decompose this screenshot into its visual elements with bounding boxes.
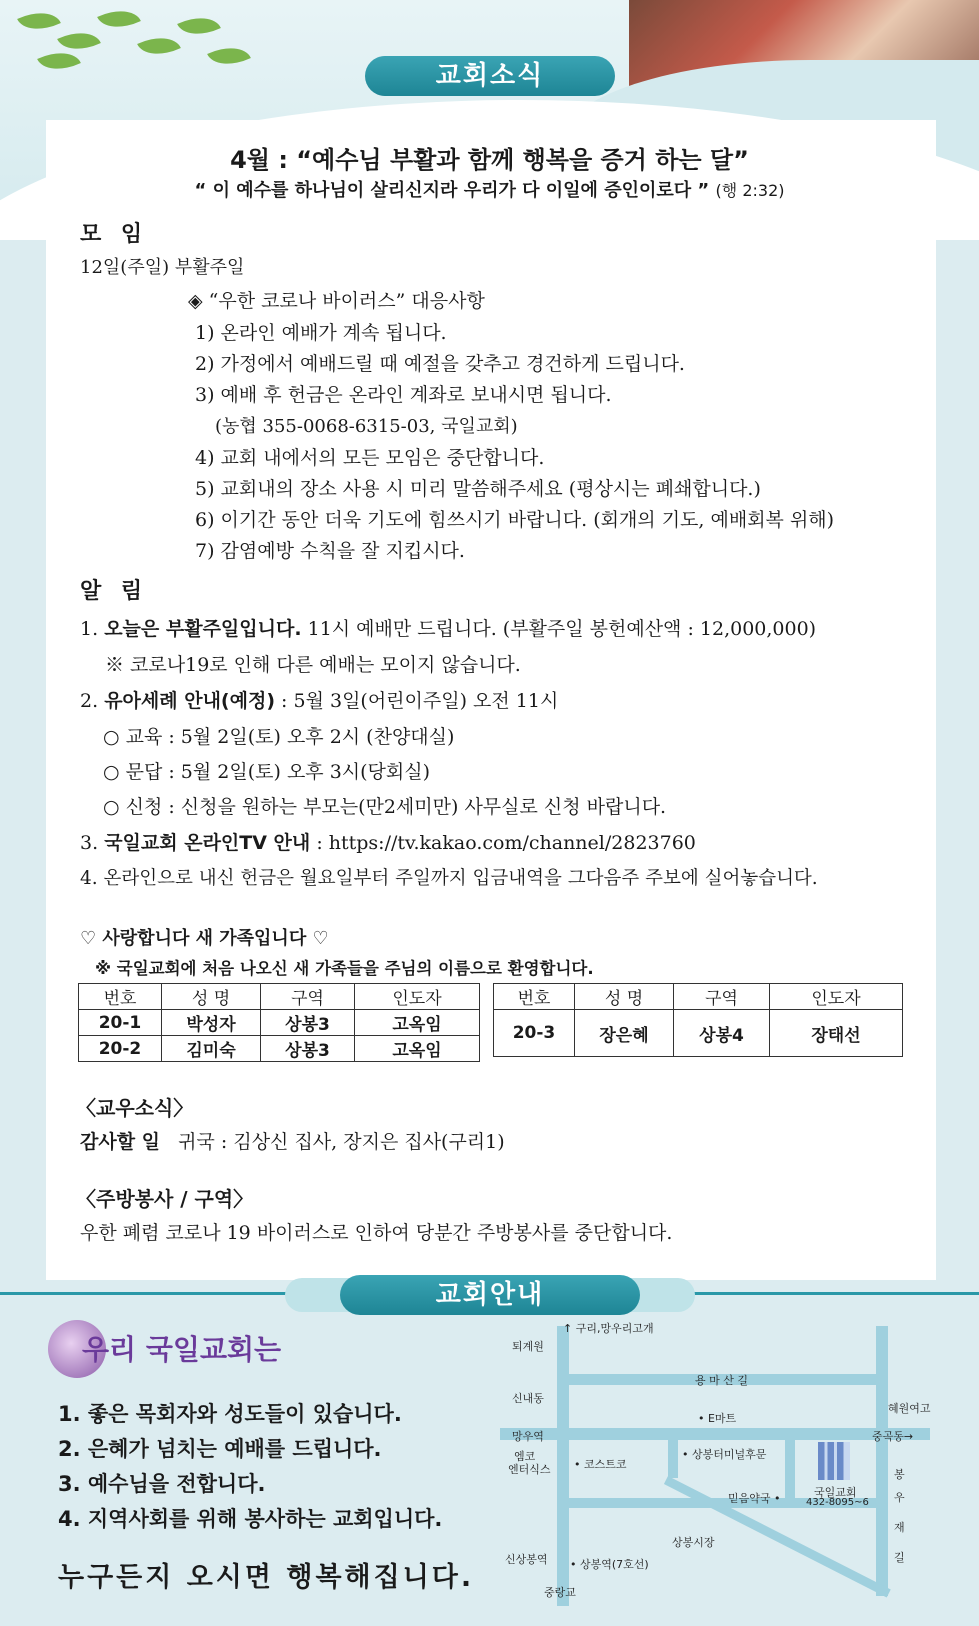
map-label-phone: 432-8095~6 [806, 1497, 869, 1508]
new-family-table-left [78, 983, 480, 1062]
cell-district: 상봉4 [674, 1010, 770, 1057]
meeting-item: 7) 감염예방 수칙을 잘 지킵시다. [195, 540, 465, 562]
notice-number: 1. [80, 618, 99, 640]
notice-1-bold: 오늘은 부활주일입니다. [104, 618, 302, 640]
map-label-entersix: 엔터식스 [508, 1463, 551, 1476]
kitchen-text: 우한 폐렴 코로나 19 바이러스로 인하여 당분간 주방봉사를 중단합니다. [80, 1222, 673, 1244]
table-header-row [79, 984, 480, 1010]
leaf-decoration [207, 38, 251, 74]
cell-guide: 고옥임 [355, 1036, 480, 1062]
verse-text: “ 이 예수를 하나님이 살리신지라 우리가 다 이일에 증인이로다 ” [194, 180, 710, 201]
road-terminal [668, 1428, 678, 1478]
notice-1-sub: ※ 코로나19로 인해 다른 예배는 모이지 않습니다. [105, 654, 521, 676]
col-header-district: 구역 [674, 984, 770, 1010]
col-header-number: 번호 [494, 984, 575, 1010]
leaf-decoration [137, 28, 181, 64]
section-title-news: 교회소식 [365, 56, 615, 96]
map-label-jae: 재 [894, 1521, 905, 1534]
map-label-emco: 엠코 [514, 1450, 536, 1463]
road-vertical-right [876, 1326, 888, 1596]
notice-2-rest: : 5월 3일(어린이주일) 오전 11시 [275, 690, 559, 712]
meeting-item: 6) 이기간 동안 더욱 기도에 힘쓰시기 바랍니다. (회개의 기도, 예배회복 위해) [195, 509, 835, 531]
map-label-yongmasan: 용 마 산 길 [695, 1374, 748, 1387]
notice-number: 2. [80, 690, 99, 712]
cell-number: 20-3 [494, 1010, 575, 1057]
alumni-heading: 〈교우소식〉 [76, 1096, 194, 1120]
notice-2-sub: ○ 교육 : 5월 2일(토) 오후 2시 (찬양대실) [103, 726, 455, 748]
church-intro-title: 우리 국일교회는 [82, 1333, 282, 1366]
map-label-toegyewon: 퇴계원 [512, 1340, 544, 1353]
section-title-guide: 교회안내 [340, 1275, 640, 1315]
notice-1-rest: 11시 예배만 드립니다. (부활주일 봉헌예산액 : 12,000,000) [301, 618, 817, 640]
cell-guide: 장태선 [770, 1010, 903, 1057]
col-header-name: 성 명 [575, 984, 674, 1010]
cell-name: 장은혜 [575, 1010, 674, 1057]
col-header-name: 성 명 [162, 984, 261, 1010]
notice-3-bold: 국일교회 온라인TV 안내 [104, 832, 311, 854]
meeting-heading: 모 임 [80, 222, 149, 247]
map-label-guri: ↑ 구리,망우리고개 [563, 1322, 654, 1335]
meeting-item: 3) 예배 후 헌금은 온라인 계좌로 보내시면 됩니다. [195, 384, 612, 406]
kitchen-heading: 〈주방봉사 / 구역〉 [76, 1187, 254, 1211]
table-row [494, 1010, 903, 1057]
cell-number: 20-1 [79, 1010, 162, 1036]
table-row [79, 1010, 480, 1036]
col-header-district: 구역 [261, 984, 355, 1010]
map-label-sinsang: 신상봉역 [505, 1553, 548, 1566]
map-label-church: 국일교회 [814, 1486, 857, 1499]
road-church [785, 1440, 795, 1502]
notice-3 [80, 828, 696, 855]
verse-ref: (행 2:32) [715, 181, 785, 200]
map-label-hyewon: 혜원여고 [888, 1402, 931, 1415]
col-header-guide: 인도자 [355, 984, 480, 1010]
notice-2-bold: 유아세례 안내(예정) [104, 690, 276, 712]
col-header-number: 번호 [79, 984, 162, 1010]
map-label-sinnae: 신내동 [512, 1392, 544, 1405]
alumni-label: 감사할 일 [80, 1131, 161, 1153]
notice-number: 3. [80, 832, 99, 854]
cell-guide: 고옥임 [355, 1010, 480, 1036]
cell-name: 김미숙 [162, 1036, 261, 1062]
map-label-bong: 봉 [894, 1468, 905, 1481]
leaf-decoration [177, 8, 221, 44]
map-label-costco: • 코스트코 [574, 1458, 627, 1471]
notice-2 [80, 686, 558, 713]
corona-title: ◈ “우한 코로나 바이러스” 대응사항 [188, 290, 485, 312]
welcome-slogan: 누구든지 오시면 행복해집니다. [58, 1562, 475, 1593]
location-map [500, 1322, 940, 1606]
intro-item: 3. 예수님을 전합니다. [58, 1472, 266, 1496]
map-label-mangu: 망우역 [512, 1430, 544, 1443]
alumni-text: 귀국 : 김상신 집사, 장지은 집사(구리1) [178, 1131, 505, 1153]
cell-number: 20-2 [79, 1036, 162, 1062]
online-tv-link[interactable]: : https://tv.kakao.com/channel/2823760 [310, 832, 696, 854]
col-header-guide: 인도자 [770, 984, 903, 1010]
notice-2-sub: ○ 신청 : 신청을 원하는 부모는(만2세미만) 사무실로 신청 바랍니다. [103, 796, 667, 818]
map-label-emart: • E마트 [698, 1412, 737, 1425]
table-header-row [494, 984, 903, 1010]
bank-account: (농협 355-0068-6315-03, 국일교회) [215, 416, 518, 437]
road-junggok [500, 1428, 930, 1440]
map-label-junggok: 중곡동→ [872, 1430, 914, 1443]
notice-heading: 알 림 [80, 579, 149, 604]
map-label-gil: 길 [894, 1551, 905, 1564]
map-label-market: 상봉시장 [672, 1536, 715, 1549]
notice-4: 4. 온라인으로 내신 헌금은 월요일부터 주일까지 입금내역을 그다음주 주보에 실어놓습니다. [80, 868, 818, 889]
road-vertical-left [557, 1326, 569, 1606]
map-label-sangbong: • 상봉역(7호선) [570, 1558, 649, 1571]
intro-item: 2. 은혜가 넘치는 예배를 드립니다. [58, 1437, 382, 1461]
church-building-icon [818, 1442, 850, 1480]
map-label-pharmacy: 믿음약국 • [728, 1492, 781, 1505]
cell-district: 상봉3 [261, 1036, 355, 1062]
cell-district: 상봉3 [261, 1010, 355, 1036]
map-label-terminal: • 상봉터미널후문 [682, 1448, 767, 1461]
map-label-jungnang: 중랑교 [544, 1586, 576, 1599]
meeting-item: 5) 교회내의 장소 사용 시 미리 말씀해주세요 (평상시는 폐쇄합니다.) [195, 478, 761, 500]
theme-verse [0, 176, 979, 202]
cell-name: 박성자 [162, 1010, 261, 1036]
intro-item: 1. 좋은 목회자와 성도들이 있습니다. [58, 1402, 402, 1426]
leaf-decoration [17, 3, 61, 39]
table-row [79, 1036, 480, 1062]
leaf-decoration [97, 1, 141, 37]
meeting-date: 12일(주일) 부활주일 [80, 257, 245, 278]
intro-item: 4. 지역사회를 위해 봉사하는 교회입니다. [58, 1507, 443, 1531]
meeting-item: 4) 교회 내에서의 모든 모임은 중단합니다. [195, 447, 545, 469]
alumni-line [80, 1127, 505, 1154]
notice-2-sub: ○ 문답 : 5월 2일(토) 오후 3시(당회실) [103, 761, 431, 783]
meeting-item: 2) 가정에서 예배드릴 때 예절을 갖추고 경건하게 드립니다. [195, 353, 685, 375]
month-theme: 4월 : “예수님 부활과 함께 행복을 증거 하는 달” [230, 146, 749, 174]
notice-1 [80, 614, 816, 641]
new-family-sub: ※ 국일교회에 처음 나오신 새 가족들을 주님의 이름으로 환영합니다. [95, 959, 594, 978]
new-family-heading: ♡ 사랑합니다 새 가족입니다 ♡ [80, 928, 329, 949]
meeting-item: 1) 온라인 예배가 계속 됩니다. [195, 322, 447, 344]
new-family-table-right [493, 983, 903, 1057]
map-label-u: 우 [894, 1491, 905, 1504]
